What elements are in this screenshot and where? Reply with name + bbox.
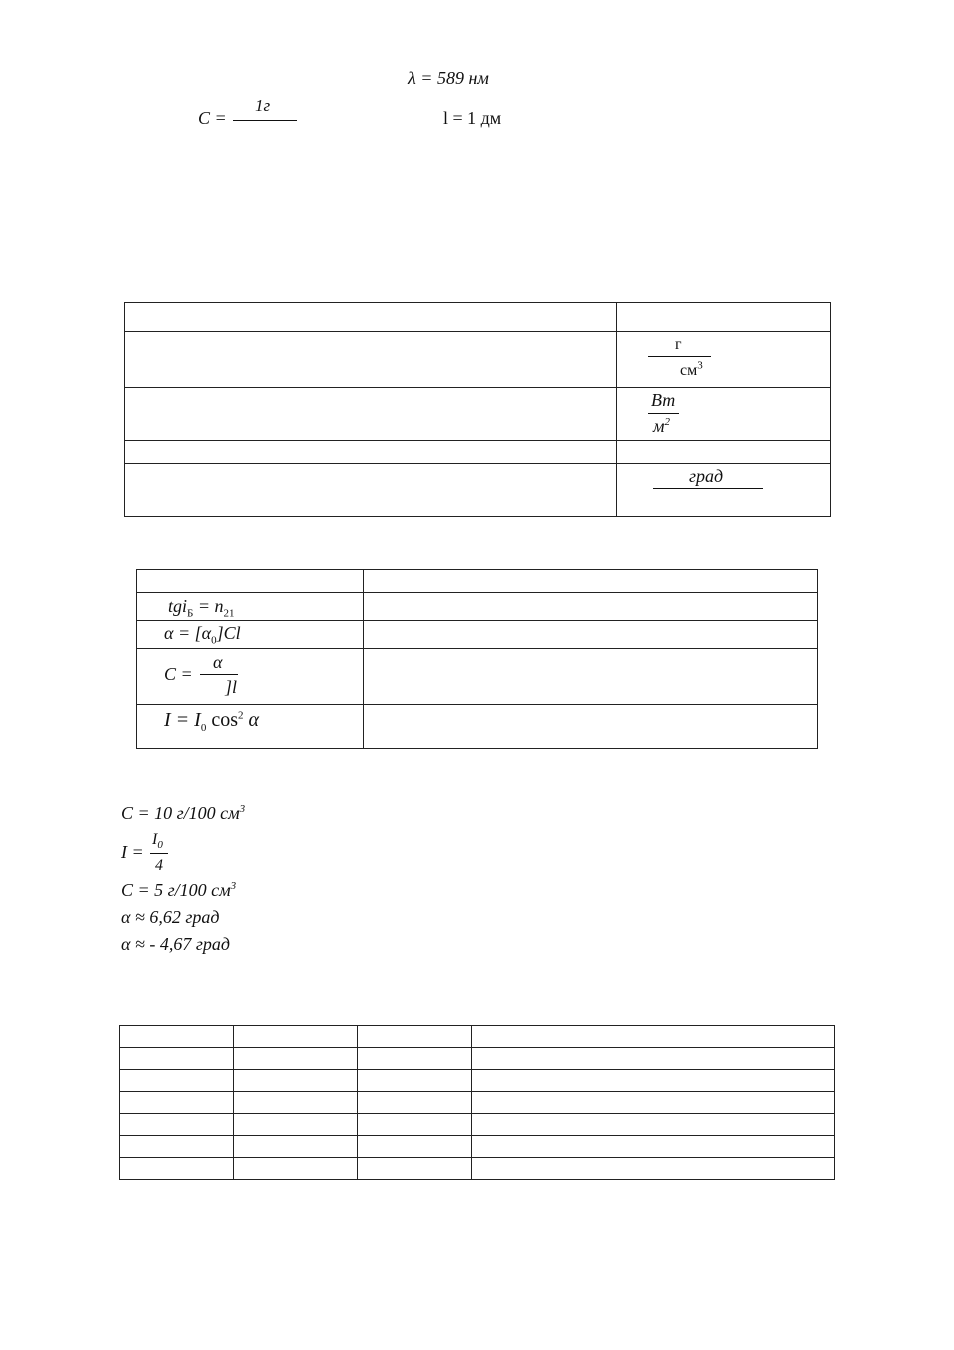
table-cell: [472, 1158, 835, 1180]
table-cell: [234, 1136, 358, 1158]
table-cell: [358, 1048, 472, 1070]
concentration-formula-lhs: C =: [198, 108, 227, 128]
table-row: [125, 388, 831, 441]
concentration-formula-numerator: 1г: [255, 96, 271, 115]
table-cell: [120, 1136, 234, 1158]
table-cell: [120, 1026, 234, 1048]
unit-fraction-line: [653, 488, 763, 489]
unit-cell: [617, 388, 831, 441]
description-cell: [364, 570, 818, 593]
quantity-cell: [125, 388, 617, 441]
formula-cell: [137, 593, 364, 621]
given-intensity-numerator: $I_0$: [152, 831, 163, 852]
table-row: [120, 1070, 835, 1092]
quantity-cell: [125, 332, 617, 388]
table-cell: [472, 1048, 835, 1070]
malus-law-formula: $I = I_0$ $\cos^2 \alpha$: [164, 709, 259, 734]
concentration-fraction-line: [200, 674, 238, 675]
table-row: [120, 1048, 835, 1070]
table-cell: [120, 1158, 234, 1180]
table-cell: [120, 1114, 234, 1136]
quantity-cell: [125, 464, 617, 517]
table-row: [137, 649, 818, 705]
formula-cell: [137, 705, 364, 749]
table-row: [120, 1114, 835, 1136]
concentration-fraction-line: [233, 120, 297, 121]
given-concentration-2: C = 5 г/100 $см^3$: [121, 880, 237, 900]
unit-cell: [617, 464, 831, 517]
formula-cell: [137, 621, 364, 649]
description-cell: [364, 593, 818, 621]
wavelength-formula: λ = 589 нм: [408, 68, 489, 88]
table-cell: [120, 1070, 234, 1092]
unit-cell: [617, 303, 831, 332]
given-alpha-2: α ≈ - 4,67 град: [121, 934, 230, 954]
table-cell: [358, 1136, 472, 1158]
description-cell: [364, 621, 818, 649]
table-cell: [120, 1048, 234, 1070]
units-table: [124, 302, 831, 517]
table-row: [120, 1136, 835, 1158]
given-concentration-1: C = 10 г/100 $см^3$: [121, 803, 246, 823]
table-cell: [358, 1114, 472, 1136]
unit-numerator: град: [689, 466, 724, 486]
description-cell: [364, 649, 818, 705]
table-row: [120, 1092, 835, 1114]
table-cell: [472, 1092, 835, 1114]
table-row: [137, 621, 818, 649]
table-cell: [234, 1114, 358, 1136]
table-row: [137, 570, 818, 593]
given-alpha-1: α ≈ 6,62 град: [121, 907, 220, 927]
concentration-formula-lhs: C =: [164, 664, 193, 684]
table-cell: [472, 1026, 835, 1048]
table-cell: [234, 1158, 358, 1180]
table-row: [125, 441, 831, 464]
length-formula: l = 1 дм: [443, 108, 502, 128]
formulas-table: [136, 569, 818, 749]
concentration-formula-denominator: ]l: [225, 677, 238, 697]
table-cell: [234, 1026, 358, 1048]
table-row: [120, 1026, 835, 1048]
unit-numerator: Вт: [651, 390, 676, 410]
table-row: [125, 332, 831, 388]
unit-fraction-line: [648, 413, 679, 414]
unit-cell: [617, 441, 831, 464]
table-cell: [358, 1070, 472, 1092]
unit-numerator: г: [675, 336, 682, 353]
results-table: [119, 1025, 835, 1180]
quantity-cell: [125, 441, 617, 464]
concentration-formula-numerator: α: [213, 652, 223, 672]
unit-denominator: $м^2$: [653, 416, 670, 436]
table-row: [120, 1158, 835, 1180]
rotation-angle-formula: $\alpha = [\alpha_0]Cl$: [164, 623, 241, 647]
brewster-formula: $tgi_Б = n_{21}$: [168, 596, 235, 620]
description-cell: [364, 705, 818, 749]
table-cell: [358, 1026, 472, 1048]
formula-cell: [137, 649, 364, 705]
unit-denominator: $см^3$: [680, 359, 703, 379]
unit-cell: [617, 332, 831, 388]
table-row: [125, 464, 831, 517]
table-cell: [472, 1070, 835, 1092]
given-intensity-denominator: 4: [155, 857, 163, 874]
table-cell: [234, 1092, 358, 1114]
table-row: [125, 303, 831, 332]
table-cell: [234, 1048, 358, 1070]
table-cell: [120, 1092, 234, 1114]
table-row: [137, 705, 818, 749]
formula-cell: [137, 570, 364, 593]
table-cell: [358, 1092, 472, 1114]
given-intensity-fraction-line: [150, 853, 168, 854]
table-cell: [358, 1158, 472, 1180]
unit-fraction-line: [648, 356, 711, 357]
table-cell: [234, 1070, 358, 1092]
table-row: [137, 593, 818, 621]
quantity-cell: [125, 303, 617, 332]
table-cell: [472, 1136, 835, 1158]
given-intensity-lhs: I =: [121, 842, 144, 862]
table-cell: [472, 1114, 835, 1136]
